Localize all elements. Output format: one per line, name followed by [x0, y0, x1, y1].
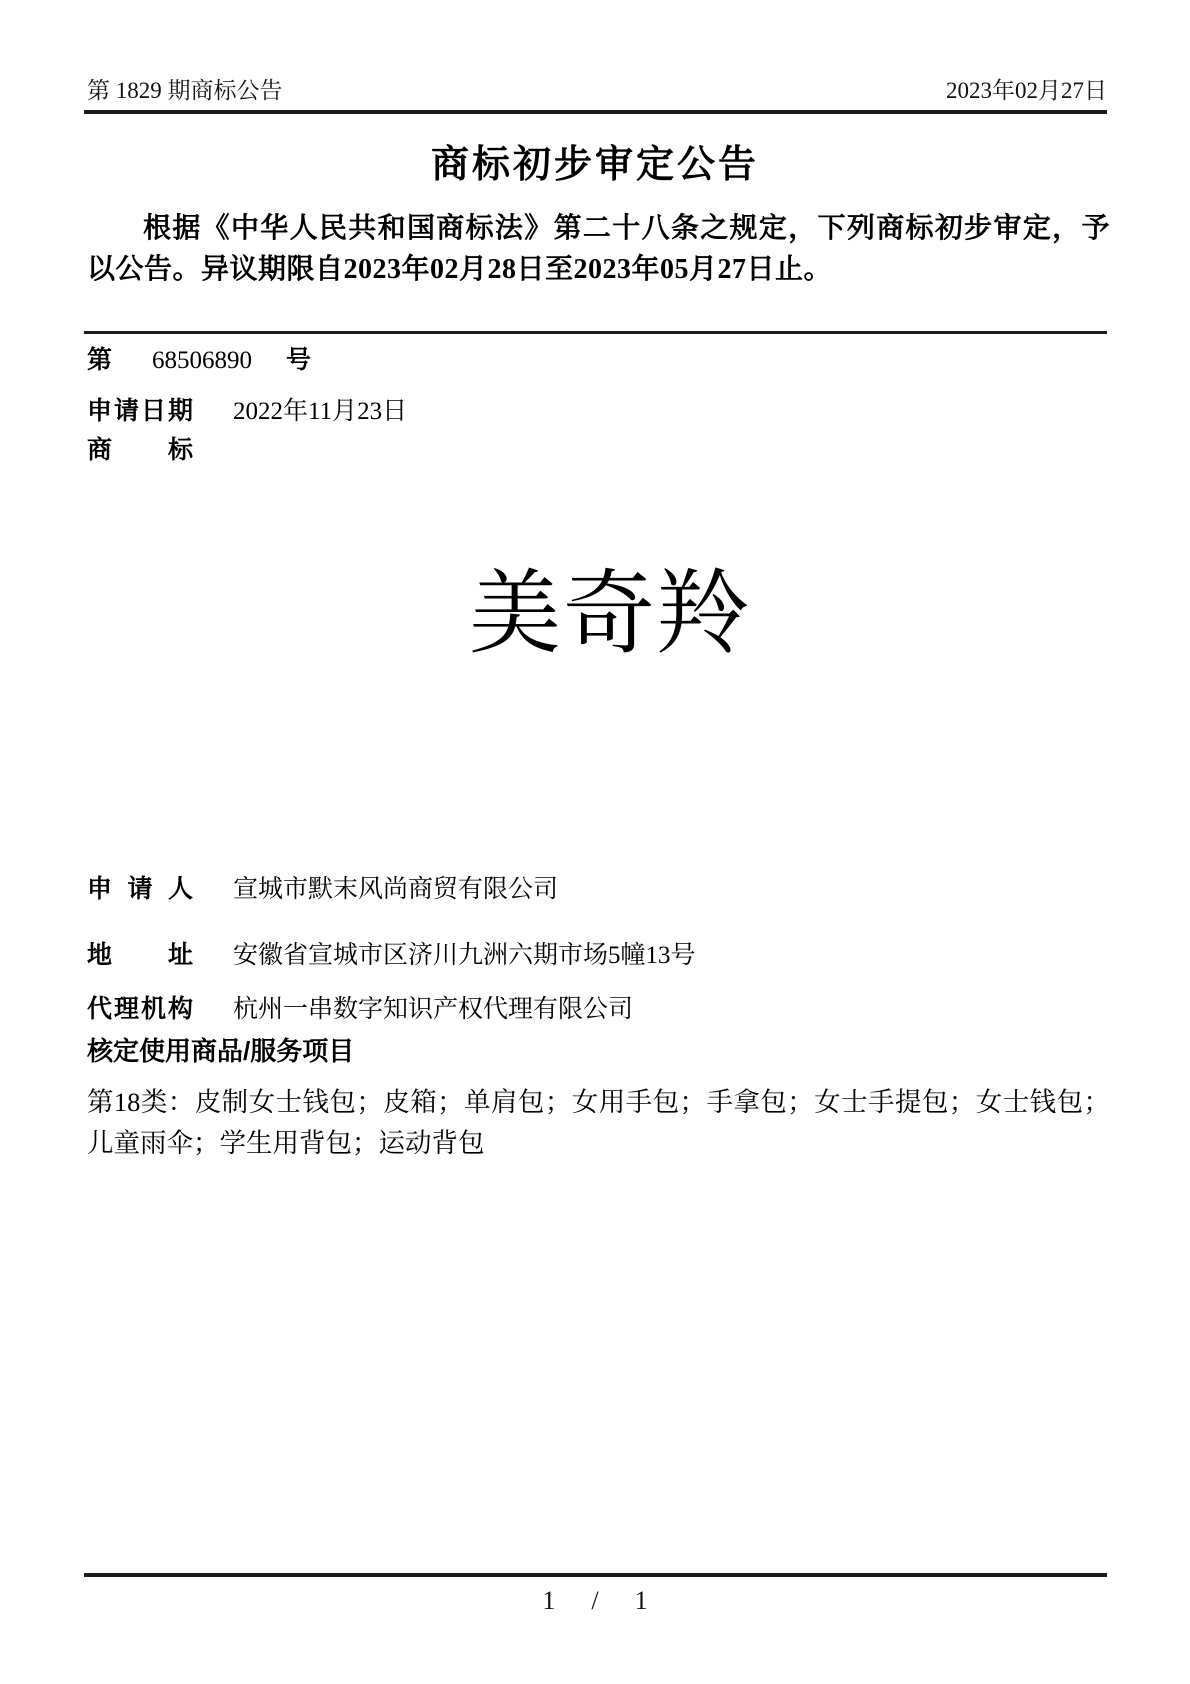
- applicant-label: 申请人: [87, 875, 193, 903]
- application-number-suffix: 号: [286, 346, 312, 374]
- agency-value: 杭州一串数字知识产权代理有限公司: [233, 996, 634, 1023]
- header-divider: [84, 110, 1107, 114]
- pagination-separator: /: [591, 1586, 599, 1615]
- goods-services-list: 第18类：皮制女士钱包；皮箱；单肩包；女用手包；手拿包；女士手提包；女士钱包；儿童雨伞；学生用背包；运动背包: [87, 1087, 1110, 1158]
- section-divider: [84, 331, 1107, 334]
- address-label: 地址: [87, 941, 193, 969]
- application-date-value: 2022年11月23日: [233, 398, 408, 425]
- page-header: [87, 72, 1107, 105]
- gazette-date: 2023年02月27日: [946, 78, 1107, 103]
- application-number-row: [87, 340, 311, 376]
- application-number: 68506890: [152, 347, 253, 374]
- gazette-issue-label: 第 1829 期商标公告: [87, 78, 283, 103]
- page-title: 商标初步审定公告: [430, 144, 759, 186]
- goods-services-heading: 核定使用商品/服务项目: [87, 1036, 355, 1066]
- trademark-specimen: 美奇羚: [468, 563, 751, 665]
- total-pages-number: 1: [634, 1586, 648, 1615]
- trademark-label-row: [87, 430, 193, 466]
- application-number-prefix: 第: [87, 346, 113, 374]
- applicant-row: [87, 869, 558, 905]
- application-date-row: [87, 391, 407, 427]
- address-row: [87, 935, 696, 971]
- agency-row: [87, 989, 633, 1025]
- page-pagination: [0, 1586, 1190, 1616]
- current-page-number: 1: [542, 1586, 556, 1615]
- applicant-value: 宣城市默末风尚商贸有限公司: [233, 876, 559, 903]
- address-value: 安徽省宣城市区济川九洲六期市场5幢13号: [233, 942, 696, 969]
- trademark-label: 商标: [87, 436, 193, 464]
- application-date-label: 申请日期: [87, 397, 193, 425]
- agency-label: 代理机构: [87, 995, 193, 1023]
- footer-divider: [84, 1573, 1107, 1577]
- intro-paragraph: 根据《中华人民共和国商标法》第二十八条之规定，下列商标初步审定，予以公告。异议期限自2023年02月28日至2023年05月27日止。: [87, 213, 1110, 285]
